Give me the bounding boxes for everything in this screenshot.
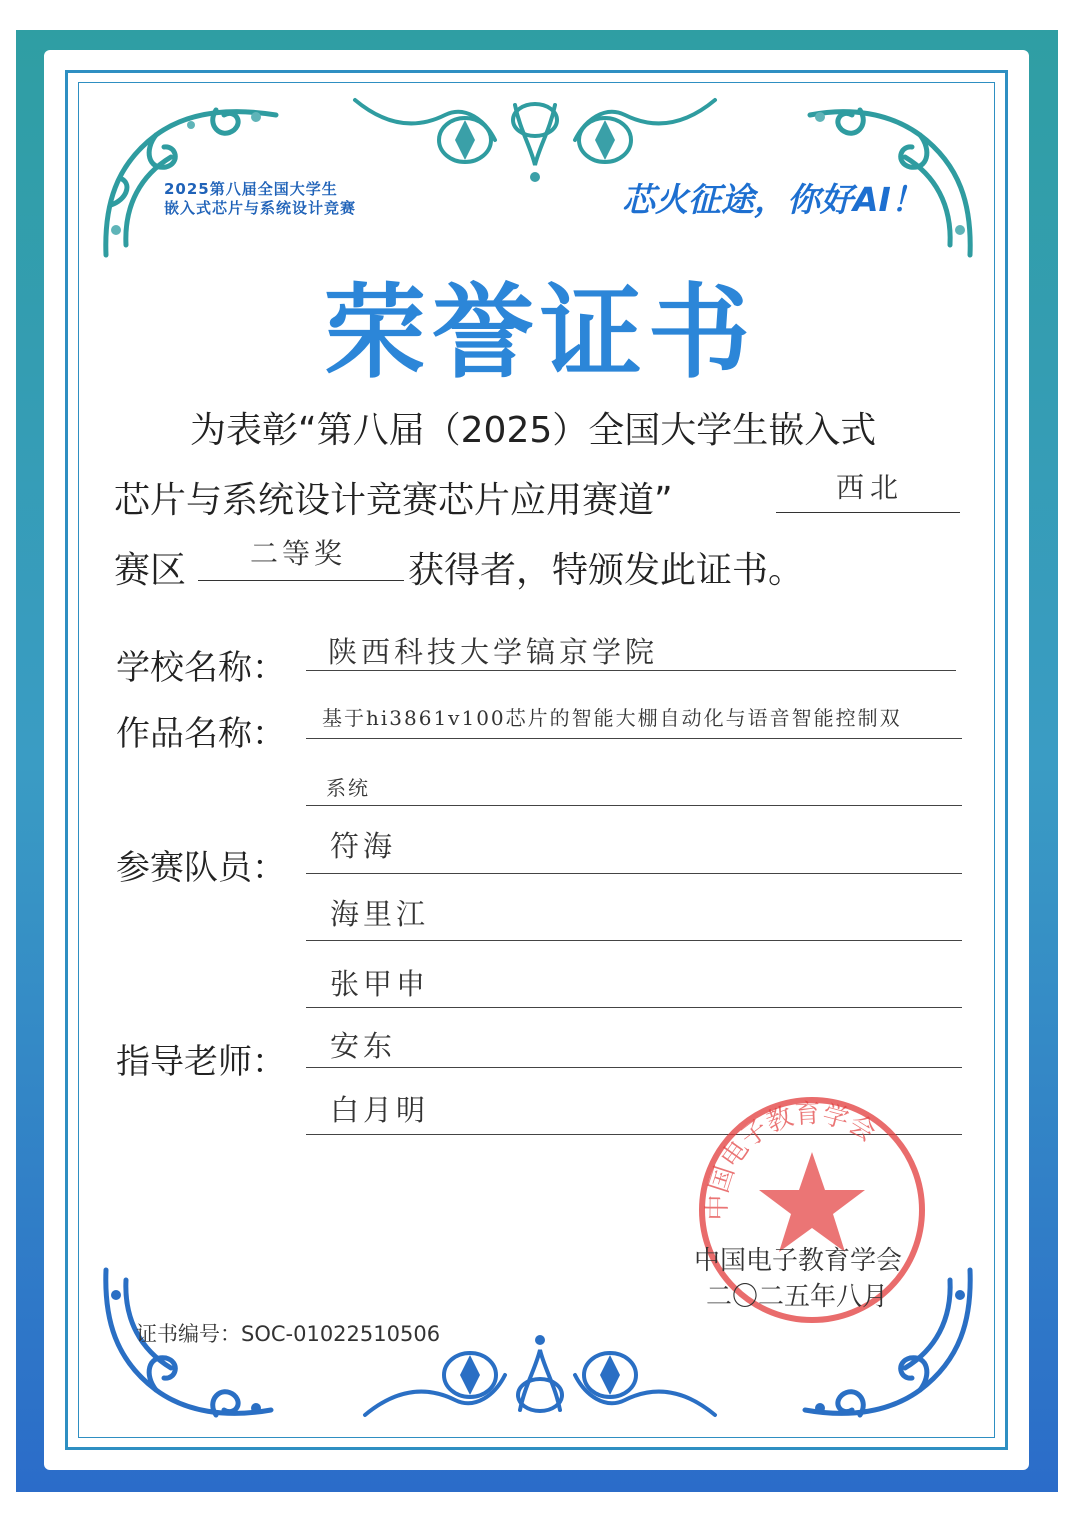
school-value: 陕西科技大学镐京学院 <box>328 635 659 669</box>
members-label: 参赛队员： <box>116 848 286 888</box>
school-label: 学校名称： <box>116 648 286 688</box>
work-underline-1 <box>306 738 962 739</box>
award-underline <box>198 580 404 581</box>
region-value: 西北 <box>836 471 905 504</box>
work-value-line2: 系统 <box>326 776 370 800</box>
advisor-2: 白月明 <box>330 1093 430 1127</box>
competition-name-line2: 嵌入式芯片与系统设计竞赛 <box>164 199 357 217</box>
seal-text: 中国电子教育学会 <box>702 1098 881 1221</box>
region-underline <box>776 512 960 513</box>
slogan: 芯火征途，你好AI！ <box>622 180 924 219</box>
body-line-1: 为表彰“第八届（2025）全国大学生嵌入式 <box>190 410 877 451</box>
issuer-org: 中国电子教育学会 <box>694 1246 903 1276</box>
issue-date: 二〇二五年八月 <box>706 1282 889 1312</box>
member-2-underline <box>306 940 962 941</box>
work-value-line1: 基于hi3861v100芯片的智能大棚自动化与语音智能控制双 <box>322 706 902 730</box>
advisor-1-underline <box>306 1067 962 1068</box>
body-line-3-prefix: 赛区 <box>114 550 187 591</box>
school-underline <box>306 670 956 671</box>
top-center-ornament <box>345 85 725 185</box>
certificate-number: 证书编号：SOC-01022510506 <box>136 1322 441 1346</box>
member-2: 海里江 <box>330 897 430 931</box>
body-line-2: 芯片与系统设计竞赛芯片应用赛道” <box>114 480 673 521</box>
competition-name-line1: 2025第八届全国大学生 <box>164 180 338 198</box>
member-1: 符海 <box>330 829 397 863</box>
award-value: 二等奖 <box>250 537 347 570</box>
work-underline-2 <box>306 805 962 806</box>
body-line-3-suffix: 获得者，特颁发此证书。 <box>408 550 805 591</box>
member-3-underline <box>306 1007 962 1008</box>
member-3: 张甲申 <box>330 967 430 1001</box>
work-label: 作品名称： <box>116 714 286 754</box>
certificate-title: 荣誉证书 <box>324 273 756 393</box>
advisor-1: 安东 <box>330 1029 397 1063</box>
competition-name <box>164 180 356 218</box>
member-1-underline <box>306 873 962 874</box>
advisors-label: 指导老师： <box>116 1042 286 1082</box>
